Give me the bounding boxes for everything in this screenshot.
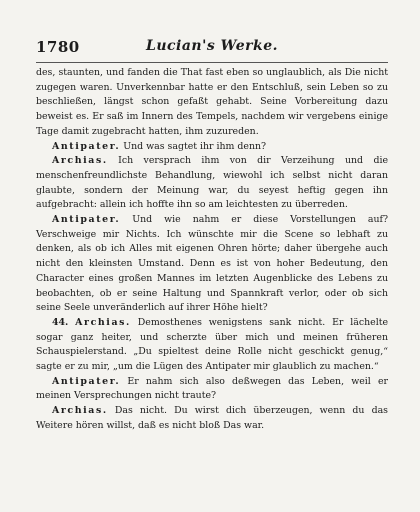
paragraph: [36, 375, 388, 404]
paragraph: [36, 213, 388, 316]
section-number: 44.: [52, 316, 69, 328]
paragraph: [36, 404, 388, 433]
paragraph-text: Und wie nahm er diese Vorstellungen auf? Verschweige mir Nichts. Ich wünschte mir die Scene so lebhaft zu denken, als ob ich Alles mit eigenen Ohren hörte; daher übergehe auch nicht den kleinsten Umstand. Denn es ist von hoher Bedeutung, den Character eines großen Mannes im letzten Augenblicke des Lebens zu beobachten, ob er seine Haltung und Spannkraft verlor, oder ob sich seine Seele unveränderlich auf ihrer Höhe hielt?: [36, 214, 389, 314]
page-number: 1780: [36, 38, 80, 56]
running-title: Lucian's Werke.: [145, 38, 278, 54]
header-rule: [36, 62, 388, 63]
paragraph-text: des, staunten, und fanden die That fast eben so unglaublich, als Die nicht zugegen waren. Unverkennbar hatte er den Entschluß, sein Leben so zu beschließen, längst schon gefaßt gehabt. Seine Vorbereitung dazu beweist es. Er saß im Innern des Tempels, nachdem wir vergebens einige Tage damit zugebracht hatten, ihm zuzureden.: [36, 67, 388, 137]
paragraph: [36, 316, 388, 375]
speaker-name: Antipater.: [52, 375, 121, 387]
paragraph: [36, 154, 388, 213]
speaker-name: Antipater.: [52, 214, 121, 226]
speaker-name: Archias.: [52, 405, 108, 417]
paragraph-text: Das nicht. Du wirst dich überzeugen, wenn du das Weitere hören willst, daß es nicht bloß Das war.: [36, 405, 388, 431]
paragraph-text: Demosthenes wenigstens sank nicht. Er lächelte sogar ganz heiter, und scherzte über mich und meinen früheren Schauspielerstand. „Du spieltest deine Rolle nicht geschickt genug,“ sagte er zu mir, „um die Lügen des Antipater mir glaublich zu machen.“: [36, 316, 389, 373]
speaker-name: Archias.: [52, 155, 108, 167]
page-header: [36, 38, 388, 58]
paragraph: [36, 140, 388, 155]
paragraph-text: Er nahm sich also deßwegen das Leben, weil er meinen Versprechungen nicht traute?: [36, 375, 388, 402]
speaker-name: Archias.: [75, 316, 131, 328]
paragraph-text: Und was sagtet ihr ihm denn?: [123, 140, 267, 152]
paragraph-text: Ich versprach ihm von dir Verzeihung und die menschenfreundlichste Behandlung, wiewohl ich selbst nicht daran glaubte, sondern der Meinung war, du seyest heftig gegen ihn aufgebracht: allein ich hoffte ihn so am leichtesten zu überreden.: [36, 155, 388, 211]
paragraph: [36, 66, 388, 140]
speaker-name: Antipater.: [52, 140, 121, 152]
body-text: [36, 66, 388, 434]
